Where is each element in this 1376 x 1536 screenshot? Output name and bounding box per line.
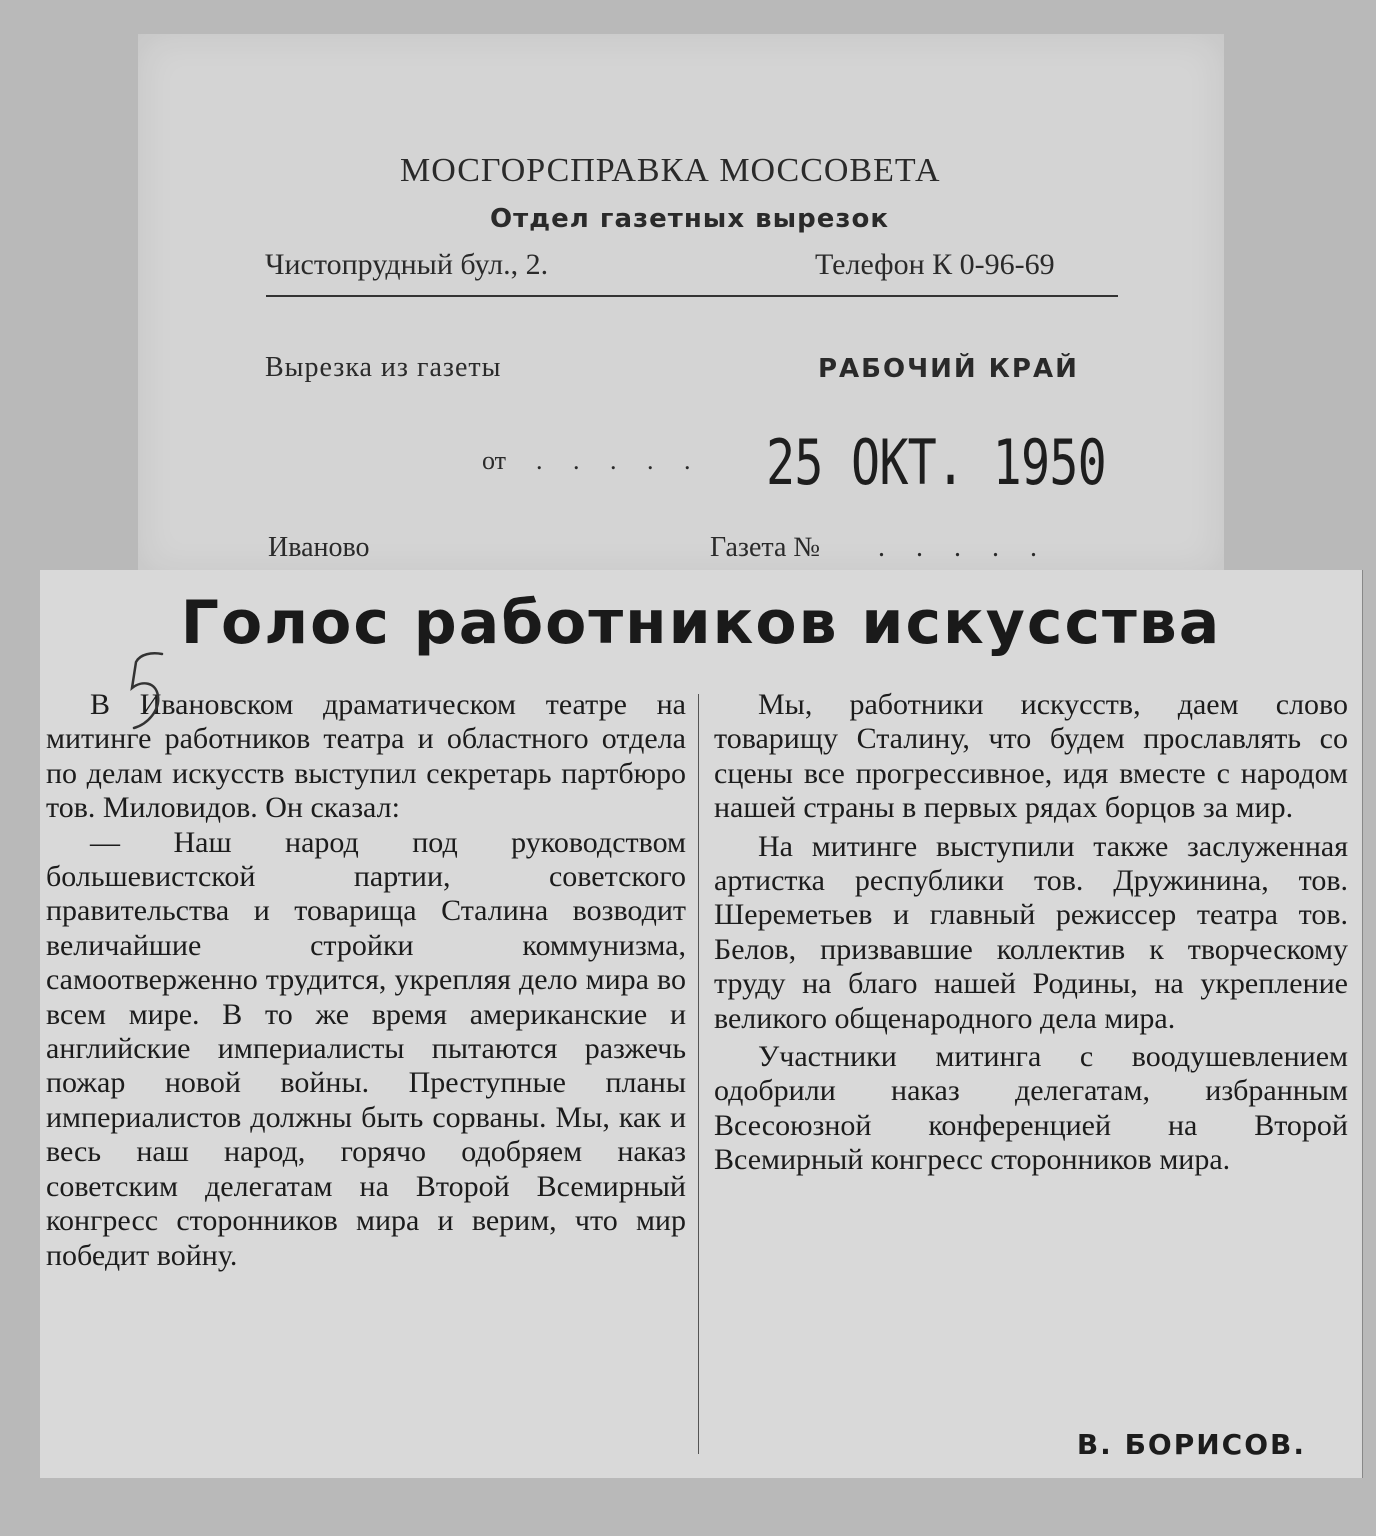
article-paragraph: — Наш народ под руководством большевистской партии, советского правительства и товарища Сталина возводит величайшие стройки коммунизма, самоотверженно трудится, укрепляя дело мира во всем мире. В то же время американские и английские империалисты пытаются разжечь пожар новой войны. Преступные планы империалистов должны быть сорваны. Мы, как и весь наш народ, горячо одобряем наказ советским делегатам на Второй Всемирный конгресс сторонников мира и верим, что мир победит войну. bbox=[46, 825, 686, 1272]
handwritten-page-mark bbox=[126, 648, 168, 734]
newspaper-name: РАБОЧИЙ КРАЙ bbox=[818, 354, 1079, 384]
article-paragraph: В Ивановском драматическом театре на митинге работников театра и областного отдела по делам искусств выступил секретарь партбюро тов. Миловидов. Он сказал: bbox=[46, 688, 686, 825]
article-right-column bbox=[714, 688, 1348, 1178]
city-name: Иваново bbox=[268, 532, 370, 563]
agency-address: Чистопрудный бул., 2. bbox=[265, 248, 549, 281]
article-paragraph: Мы, работники искусств, даем слово товарищу Сталину, что будем прославлять со сцены все прогрессивное, идя вместе с народом нашей страны в первых рядах борцов за мир. bbox=[714, 688, 1348, 825]
article-signature: В. БОРИСОВ. bbox=[1076, 1428, 1306, 1461]
agency-name: МОСГОРСПРАВКА МОССОВЕТА bbox=[400, 152, 941, 189]
clipping-header-slip bbox=[138, 34, 1224, 576]
article-headline: Голос работников искусства bbox=[180, 588, 1222, 658]
article-paragraph: Участники митинга с воодушевлением одобрили наказ делегатам, избранным Всесоюзной конференцией на Второй Всемирный конгресс сторонников мира. bbox=[714, 1040, 1348, 1177]
article-left-column bbox=[46, 688, 686, 1273]
header-divider bbox=[266, 295, 1118, 297]
paper-number-label: Газета № bbox=[710, 532, 821, 563]
article-clipping bbox=[40, 570, 1363, 1478]
department-name: Отдел газетных вырезок bbox=[490, 204, 889, 234]
article-paragraph: На митинге выступили также заслуженная артистка республики тов. Дружинина, тов. Шереметьев и главный режиссер театра тов. Белов, призвавшие коллектив к творческому труду на благо нашей Родины, на укрепление великого общенародного дела мира. bbox=[714, 829, 1348, 1035]
date-stamp: 25 ОКТ. 1950 bbox=[766, 426, 1107, 499]
agency-phone: Телефон К 0-96-69 bbox=[815, 248, 1055, 281]
clip-label: Вырезка из газеты bbox=[265, 352, 502, 383]
date-leader-dots: . . . . . bbox=[536, 446, 703, 475]
date-label: от bbox=[482, 446, 507, 475]
paper-number-dots: . . . . . bbox=[878, 532, 1049, 563]
column-divider bbox=[698, 694, 699, 1454]
